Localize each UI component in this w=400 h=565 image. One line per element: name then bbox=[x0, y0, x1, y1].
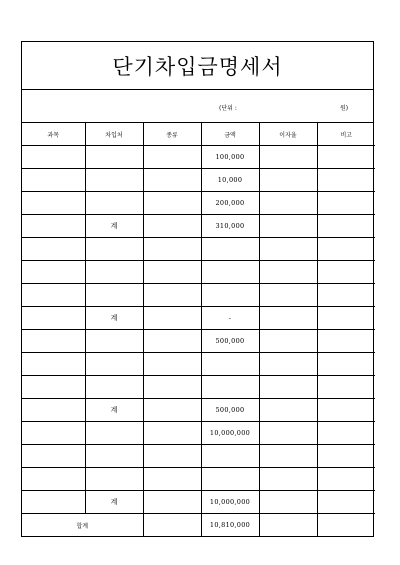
table-cell bbox=[317, 330, 375, 353]
total-amount: 10,810,000 bbox=[201, 514, 259, 537]
table-cell bbox=[85, 284, 143, 307]
table-cell bbox=[317, 192, 375, 215]
table-row bbox=[22, 307, 375, 330]
table-row bbox=[22, 422, 375, 445]
table-cell bbox=[259, 238, 317, 261]
table-cell bbox=[85, 238, 143, 261]
table-cell: 310,000 bbox=[201, 215, 259, 238]
table-cell bbox=[259, 468, 317, 491]
table-row bbox=[22, 491, 375, 514]
table-cell bbox=[22, 192, 85, 215]
table-cell bbox=[85, 445, 143, 468]
table-cell bbox=[22, 491, 85, 514]
table-cell: 10,000 bbox=[201, 169, 259, 192]
table-cell bbox=[143, 491, 201, 514]
table-cell bbox=[201, 468, 259, 491]
table-row bbox=[22, 261, 375, 284]
table-cell bbox=[201, 376, 259, 399]
table-cell: 500,000 bbox=[201, 330, 259, 353]
table-cell bbox=[143, 215, 201, 238]
table-cell bbox=[22, 169, 85, 192]
table-cell bbox=[85, 261, 143, 284]
table-cell bbox=[201, 261, 259, 284]
table-cell: - bbox=[201, 307, 259, 330]
table-cell bbox=[85, 330, 143, 353]
table-cell bbox=[259, 284, 317, 307]
table-cell bbox=[317, 353, 375, 376]
document-title: 단기차입금명세서 bbox=[112, 54, 283, 79]
table-cell bbox=[259, 514, 317, 537]
table-cell bbox=[201, 445, 259, 468]
table-cell bbox=[143, 445, 201, 468]
header-cell: 비고 bbox=[317, 123, 375, 146]
table-cell bbox=[259, 399, 317, 422]
table-cell bbox=[201, 353, 259, 376]
table-row bbox=[22, 376, 375, 399]
table-cell bbox=[317, 261, 375, 284]
table-cell bbox=[85, 353, 143, 376]
table-cell bbox=[22, 422, 85, 445]
table-row bbox=[22, 146, 375, 169]
header-cell: 종류 bbox=[143, 123, 201, 146]
table-cell bbox=[22, 215, 85, 238]
table-cell: 계 bbox=[85, 215, 143, 238]
table-cell bbox=[259, 422, 317, 445]
table-cell bbox=[143, 514, 201, 537]
table-cell bbox=[259, 146, 317, 169]
header-row bbox=[22, 123, 375, 146]
table-cell: 계 bbox=[85, 399, 143, 422]
table-cell bbox=[22, 261, 85, 284]
table-cell bbox=[201, 284, 259, 307]
table-cell: 200,000 bbox=[201, 192, 259, 215]
total-label: 합계 bbox=[22, 514, 143, 537]
header-cell: 과목 bbox=[22, 123, 85, 146]
table-cell: 100,000 bbox=[201, 146, 259, 169]
table-cell bbox=[22, 238, 85, 261]
table-cell bbox=[317, 146, 375, 169]
title-row bbox=[22, 42, 373, 90]
table-cell bbox=[259, 376, 317, 399]
table-row bbox=[22, 215, 375, 238]
table-cell bbox=[85, 146, 143, 169]
table-cell bbox=[22, 146, 85, 169]
table-row bbox=[22, 445, 375, 468]
table-cell bbox=[259, 215, 317, 238]
table-cell bbox=[85, 376, 143, 399]
table-cell bbox=[22, 399, 85, 422]
table-cell bbox=[317, 468, 375, 491]
total-row bbox=[22, 514, 375, 537]
table-cell bbox=[317, 215, 375, 238]
table-cell bbox=[143, 261, 201, 284]
table-cell: 10,000,000 bbox=[201, 422, 259, 445]
table-cell bbox=[143, 146, 201, 169]
table-cell bbox=[259, 491, 317, 514]
table-cell bbox=[143, 330, 201, 353]
table-cell: 계 bbox=[85, 491, 143, 514]
table-cell: 계 bbox=[85, 307, 143, 330]
table-cell: 500,000 bbox=[201, 399, 259, 422]
header-cell: 이자율 bbox=[259, 123, 317, 146]
table-cell bbox=[85, 169, 143, 192]
table-row bbox=[22, 238, 375, 261]
table-cell bbox=[317, 399, 375, 422]
table-cell bbox=[317, 169, 375, 192]
table-cell bbox=[143, 468, 201, 491]
table-cell bbox=[85, 468, 143, 491]
table-cell bbox=[85, 422, 143, 445]
header-cell: 금액 bbox=[201, 123, 259, 146]
table-cell bbox=[259, 261, 317, 284]
table-cell bbox=[259, 353, 317, 376]
table-cell bbox=[143, 238, 201, 261]
table-cell bbox=[143, 353, 201, 376]
unit-row bbox=[22, 90, 373, 123]
table-cell bbox=[22, 284, 85, 307]
table-cell bbox=[317, 422, 375, 445]
table-cell bbox=[143, 399, 201, 422]
table-cell bbox=[143, 192, 201, 215]
table-cell bbox=[317, 238, 375, 261]
table-row bbox=[22, 330, 375, 353]
table-cell bbox=[317, 284, 375, 307]
borrowings-table bbox=[22, 123, 375, 536]
table-cell bbox=[259, 307, 317, 330]
table-cell bbox=[317, 307, 375, 330]
table-cell: 10,000,000 bbox=[201, 491, 259, 514]
table-row bbox=[22, 399, 375, 422]
table-cell bbox=[317, 514, 375, 537]
table-cell bbox=[143, 376, 201, 399]
header-cell: 차입처 bbox=[85, 123, 143, 146]
table-cell bbox=[259, 445, 317, 468]
statement-sheet bbox=[21, 41, 374, 537]
table-cell bbox=[317, 491, 375, 514]
table-row bbox=[22, 192, 375, 215]
table-cell bbox=[85, 192, 143, 215]
table-cell bbox=[22, 307, 85, 330]
table-cell bbox=[22, 468, 85, 491]
table-cell bbox=[317, 376, 375, 399]
table-cell bbox=[22, 376, 85, 399]
unit-label: (단위 : bbox=[219, 105, 237, 112]
table-cell bbox=[143, 284, 201, 307]
table-cell bbox=[259, 169, 317, 192]
table-cell bbox=[143, 307, 201, 330]
unit-suffix: 원) bbox=[340, 105, 349, 112]
table-cell bbox=[143, 169, 201, 192]
table-row bbox=[22, 353, 375, 376]
table-cell bbox=[317, 445, 375, 468]
table-cell bbox=[22, 353, 85, 376]
table-cell bbox=[22, 330, 85, 353]
table-cell bbox=[22, 445, 85, 468]
table-cell bbox=[201, 238, 259, 261]
table-cell bbox=[259, 330, 317, 353]
table-row bbox=[22, 169, 375, 192]
table-cell bbox=[143, 422, 201, 445]
table-cell bbox=[259, 192, 317, 215]
table-row bbox=[22, 284, 375, 307]
table-row bbox=[22, 468, 375, 491]
